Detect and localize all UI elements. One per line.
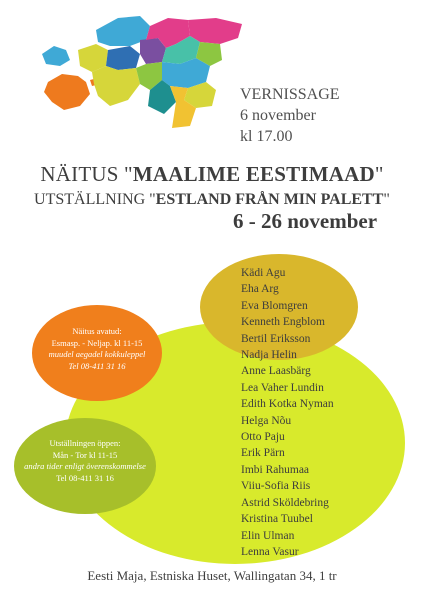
- hours-et-line2: muudel aegadel kokkuleppel: [48, 349, 146, 359]
- estonia-map-illustration: [40, 10, 245, 138]
- artist-name: Astrid Sköldebring: [241, 496, 329, 509]
- hours-sv-line2: andra tider enligt överenskommelse: [24, 461, 146, 471]
- artist-list: [241, 265, 334, 560]
- vernissage-block: [240, 84, 340, 147]
- artist-name: Kädi Agu: [241, 267, 286, 279]
- exhibition-title-estonian: [0, 162, 424, 187]
- vernissage-time: kl 17.00: [240, 128, 293, 145]
- hours-sv-heading: Utställningen öppen:: [49, 438, 121, 448]
- artist-name: Eha Arg: [241, 283, 279, 296]
- artist-name: Elin Ulman: [241, 529, 295, 542]
- map-region-parnumaa: [92, 66, 140, 106]
- artist-name: Otto Paju: [241, 431, 285, 444]
- artist-name: Kristina Tuubel: [241, 513, 313, 526]
- venue-address: Eesti Maja, Estniska Huset, Wallingatan 34, 1 tr: [87, 568, 337, 583]
- opening-hours-estonian: [32, 326, 162, 372]
- exhibition-dates: 6 - 26 november: [233, 209, 378, 233]
- map-region-raplamaa: [106, 46, 140, 70]
- opening-hours-swedish: [14, 438, 156, 484]
- artist-name: Imbi Rahumaa: [241, 463, 310, 476]
- hours-sv-line1: Mån - Tor kl 11-15: [52, 449, 118, 460]
- title-et-suffix: ": [374, 162, 384, 186]
- artist-name: Lea Vaher Lundin: [241, 381, 324, 394]
- artist-name: Bertil Eriksson: [241, 332, 311, 345]
- artist-name: Anne Laasbärg: [241, 365, 311, 378]
- artist-name: Lenna Vasur: [241, 545, 299, 558]
- artist-name: Viiu-Sofia Riis: [241, 480, 311, 493]
- title-sv-suffix: ": [383, 191, 390, 208]
- title-et-name: MAALIME EESTIMAAD: [132, 162, 375, 186]
- hours-et-line1: Esmasp. - Neljap. kl 11-15: [51, 337, 143, 348]
- artist-name: Kenneth Engblom: [241, 316, 325, 329]
- title-sv-prefix: UTSTÄLLNING ": [34, 191, 156, 208]
- vernissage-label: VERNISSAGE: [240, 86, 340, 103]
- vernissage-date: 6 november: [240, 107, 316, 124]
- artist-name: Helga Nõu: [241, 414, 292, 427]
- title-et-prefix: NÄITUS ": [40, 162, 133, 186]
- title-sv-name: ESTLAND FRÅN MIN PALETT: [155, 191, 384, 208]
- exhibition-title-swedish: [0, 191, 424, 209]
- artist-name: Erik Pärn: [241, 447, 285, 460]
- map-region-hiiumaa: [42, 46, 70, 66]
- artist-name: Eva Blomgren: [241, 299, 308, 312]
- artist-name: Edith Kotka Nyman: [241, 398, 334, 411]
- artist-name: Nadja Helin: [241, 349, 297, 362]
- hours-sv-phone: Tel 08-411 31 16: [56, 472, 114, 483]
- hours-et-phone: Tel 08-411 31 16: [68, 360, 126, 371]
- map-region-saaremaa: [44, 74, 90, 110]
- hours-et-heading: Näitus avatud:: [72, 326, 122, 336]
